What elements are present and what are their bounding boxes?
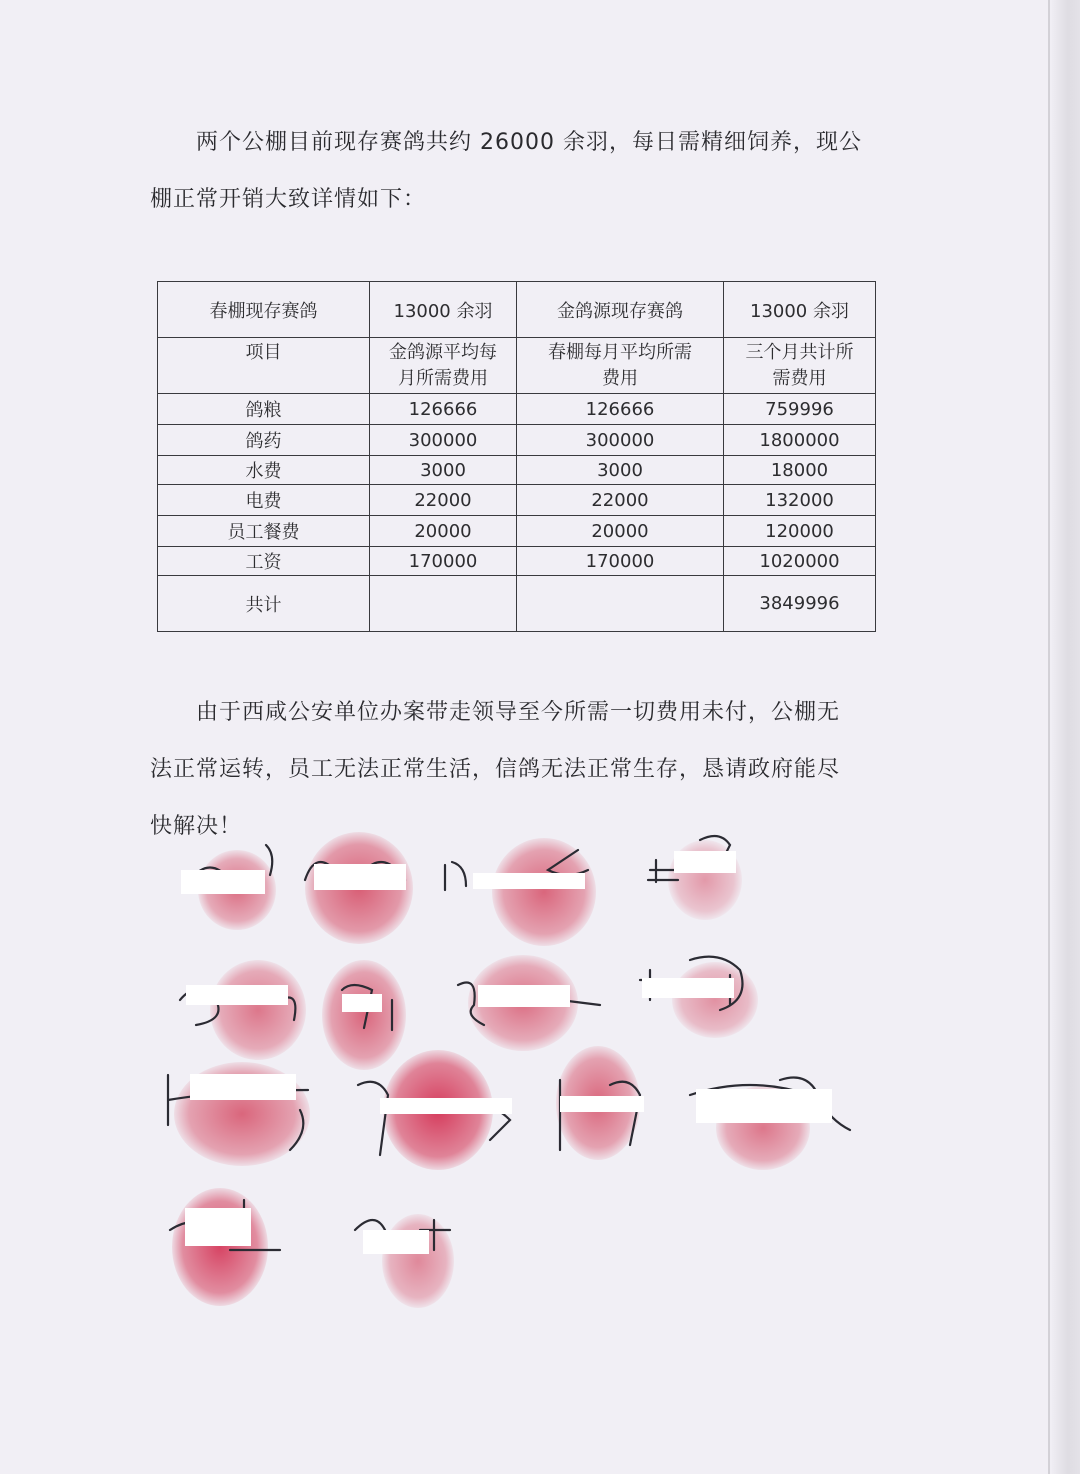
header-item: 项目 (158, 338, 370, 394)
intro-line-1: 两个公棚目前现存赛鸽共约 26000 余羽，每日需精细饲养，现公 (196, 130, 862, 155)
appeal-line-2: 法正常运转，员工无法正常生活，信鸽无法正常生存，恳请政府能尽 (150, 757, 841, 782)
header-col1-line2: 月所需费用 (398, 367, 488, 389)
row-item: 鸽粮 (158, 394, 370, 425)
redaction-bar (696, 1089, 832, 1123)
header-col3-line2: 需费用 (772, 367, 827, 389)
spring-loft-count: 13000 余羽 (370, 282, 517, 338)
redaction-bar (642, 978, 734, 998)
row-value: 300000 (517, 425, 724, 456)
appeal-line-3: 快解决！ (150, 814, 243, 839)
jingeyuan-label: 金鸽源现存赛鸽 (517, 282, 724, 338)
row-value: 120000 (724, 516, 876, 547)
row-item: 鸽药 (158, 425, 370, 456)
redaction-bar (380, 1098, 512, 1114)
jingeyuan-count: 13000 余羽 (724, 282, 876, 338)
redaction-bar (342, 994, 382, 1012)
intro-line-2: 棚正常开销大致详情如下： (150, 187, 427, 212)
row-value: 132000 (724, 485, 876, 516)
spring-loft-label: 春棚现存赛鸽 (158, 282, 370, 338)
header-col2-line2: 费用 (602, 367, 638, 389)
row-item: 水费 (158, 456, 370, 485)
row-value: 18000 (724, 456, 876, 485)
row-value: 300000 (370, 425, 517, 456)
row-value: 126666 (517, 394, 724, 425)
redaction-bar (674, 851, 736, 873)
redaction-bar (560, 1096, 644, 1112)
row-item: 员工餐费 (158, 516, 370, 547)
redaction-bar (181, 870, 265, 894)
row-value: 1800000 (724, 425, 876, 456)
row-item: 电费 (158, 485, 370, 516)
redaction-bar (185, 1208, 251, 1246)
header-col3-line1: 三个月共计所 (745, 341, 854, 363)
header-col1-line1: 金鸽源平均每 (389, 341, 497, 363)
row-value: 22000 (517, 485, 724, 516)
row-value: 1020000 (724, 547, 876, 576)
redaction-bar (478, 985, 570, 1007)
row-value: 3000 (517, 456, 724, 485)
row-value: 170000 (370, 547, 517, 576)
row-value: 22000 (370, 485, 517, 516)
row-value: 3000 (370, 456, 517, 485)
header-col2-line1: 春棚每月平均所需 (548, 341, 692, 363)
row-value: 20000 (370, 516, 517, 547)
row-value: 20000 (517, 516, 724, 547)
total-label: 共计 (158, 576, 370, 632)
total-value: 3849996 (724, 576, 876, 632)
appeal-line-1: 由于西咸公安单位办案带走领导至今所需一切费用未付，公棚无 (196, 700, 841, 725)
row-item: 工资 (158, 547, 370, 576)
row-value: 170000 (517, 547, 724, 576)
row-value: 126666 (370, 394, 517, 425)
redaction-bar (473, 873, 585, 889)
row-value: 759996 (724, 394, 876, 425)
redaction-bar (363, 1230, 429, 1254)
redaction-bar (314, 864, 406, 890)
redaction-bar (186, 985, 288, 1005)
redaction-bar (190, 1074, 296, 1100)
